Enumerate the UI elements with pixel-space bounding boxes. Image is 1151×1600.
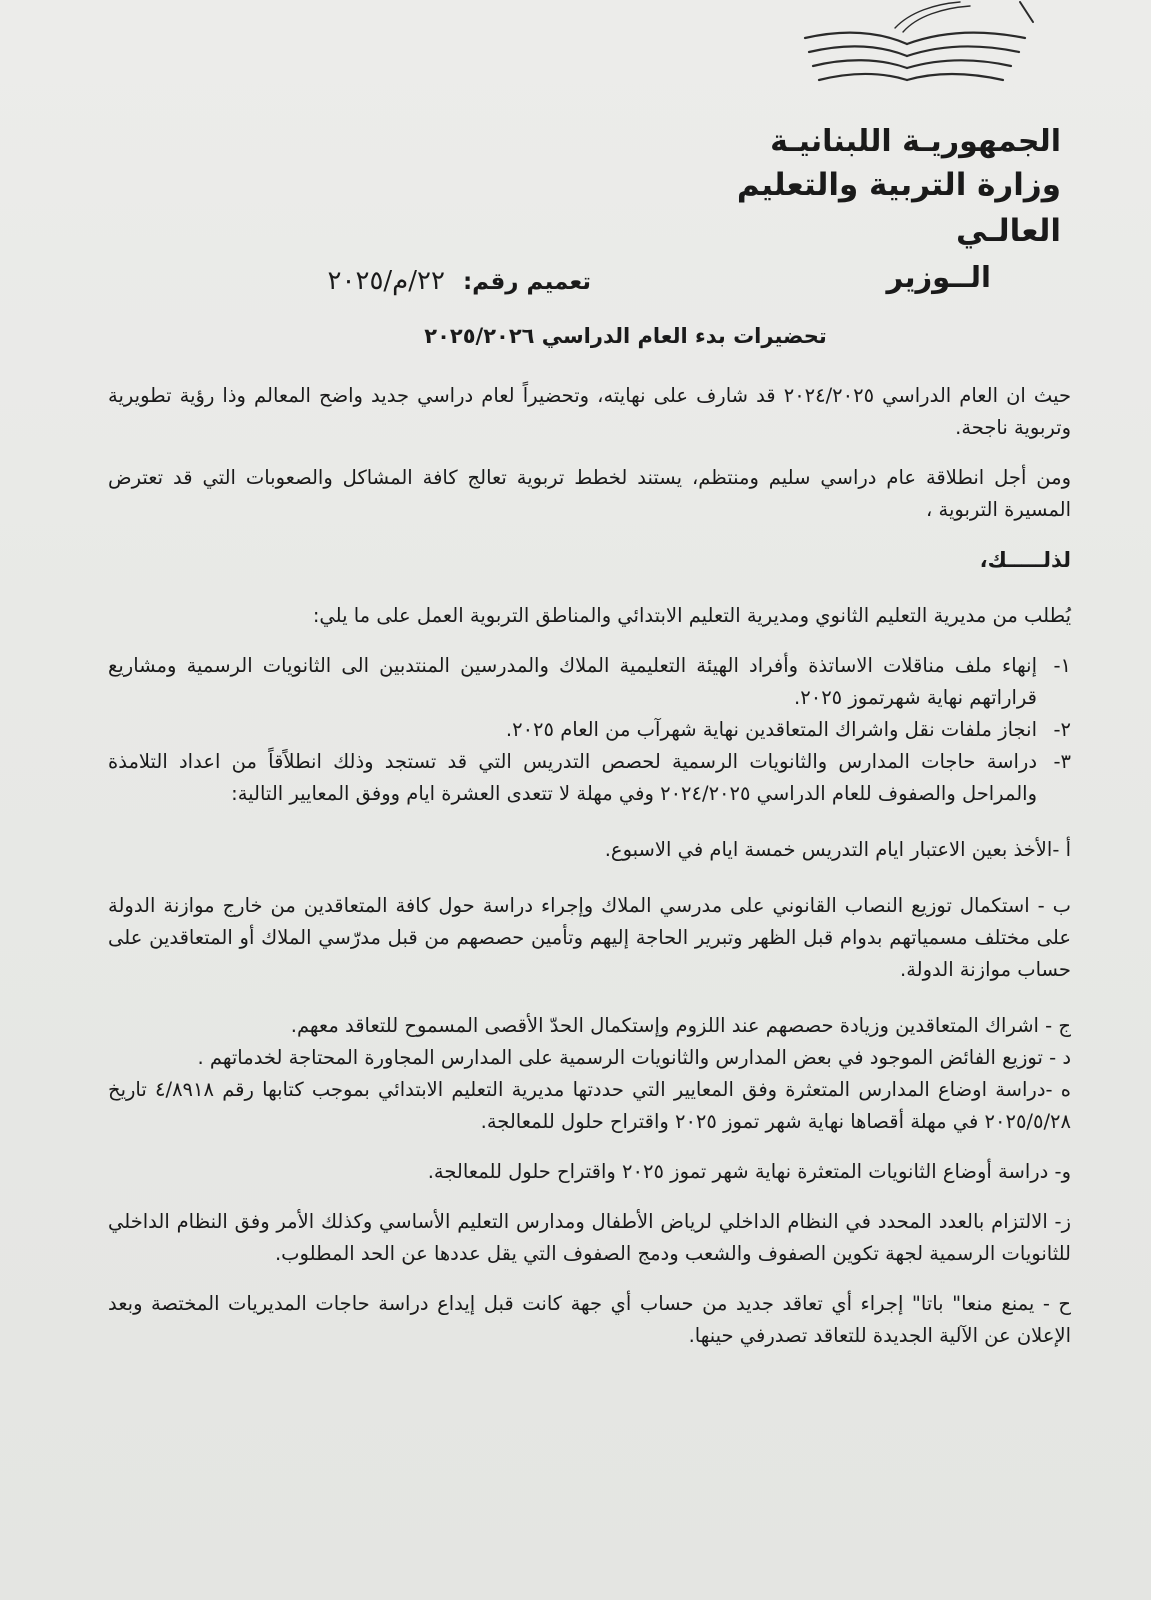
- list-item-number: ٢-: [1053, 718, 1071, 741]
- list-item-number: ١-: [1053, 654, 1071, 677]
- criterion-d: د - توزيع الفائض الموجود في بعض المدارس والثانويات الرسمية على المدارس المجاورة المحتاجة لخدماتهم .: [197, 1046, 1071, 1069]
- list-item-text: إنهاء ملف مناقلات الاساتذة وأفراد الهيئة التعليمية الملاك والمدرسين المنتدبين الى الثانويات الرسمية ومشاريع قراراتهم نهاية شهرتموز ٢٠٢٥.: [108, 654, 1037, 709]
- circular-number: [328, 266, 591, 296]
- republic-title: الجمهوريـة اللبنانيـة: [770, 124, 1061, 159]
- list-item: [108, 650, 1071, 714]
- paragraph-purpose: ومن أجل انطلاقة عام دراسي سليم ومنتظم، يستند لخطط تربوية تعالج كافة المشاكل والصعوبات التي قد تعترض المسيرة التربوية ،: [108, 466, 1071, 521]
- circular-number-value: ٢٢/م/٢٠٢٥: [327, 266, 445, 296]
- list-item-text: دراسة حاجات المدارس والثانويات الرسمية لحصص التدريس التي قد تستجد وذلك انطلاًقاً من اعداد التلامذة والمراحل والصفوف للعام الدراسي ٢٠٢٤/٢٠٢٥ وفي مهلة لا تتعدى العشرة ايام ووفق المعايير التالية:: [108, 750, 1037, 805]
- ministry-title: وزارة التربية والتعليم العالـي: [736, 167, 1061, 249]
- circular-label: تعميم رقم:: [462, 269, 591, 295]
- criterion-b: ب - استكمال توزيع النصاب القانوني على مدرسي الملاك وإجراء دراسة حول كافة المتعاقدين من خارج موازنة الدولة على مختلف مسمياتهم بدوام قبل الظهر وتبرير الحاجة إليهم وتأمين حصصهم من قبل مدرّسي الملاك أو المتعاقدين على حساب موازنة الدولة.: [108, 894, 1071, 981]
- list-item: [108, 746, 1071, 810]
- letterhead: [641, 122, 1061, 300]
- paragraph-intro: حيث ان العام الدراسي ٢٠٢٤/٢٠٢٥ قد شارف على نهايته، وتحضيراً لعام دراسي جديد واضح المعالم وذا رؤية تطويرية وتربوية ناجحة.: [108, 384, 1072, 439]
- subject-title: تحضيرات بدء العام الدراسي ٢٠٢٥/٢٠٢٦: [424, 324, 827, 348]
- criterion-j: ج - اشراك المتعاقدين وزيادة حصصهم عند اللزوم وإستكمال الحدّ الأقصى المسموح للتعاقد معهم.: [290, 1014, 1071, 1037]
- list-item-number: ٣-: [1053, 750, 1071, 773]
- criterion-h: ه -دراسة اوضاع المدارس المتعثرة وفق المعايير التي حددتها مديرية التعليم الابتدائي بموجب كتابها رقم ٤/٨٩١٨ تاريخ ٢٠٢٥/٥/٢٨ في مهلة أقصاها نهاية شهر تموز ٢٠٢٥ واقتراح حلول للمعالجة.: [108, 1078, 1072, 1133]
- criterion-a: أ -الأخذ بعين الاعتبار ايام التدريس خمسة ايام في الاسبوع.: [604, 838, 1071, 861]
- minister-title: الــوزير: [886, 260, 991, 294]
- criterion-z: ز- الالتزام بالعدد المحدد في النظام الداخلي لرياض الأطفال ومدارس التعليم الأساسي وكذلك الأمر وفق النظام الداخلي للثانويات الرسمية لجهة تكوين الصفوف والشعب ودمج الصفوف التي يقل عددها عن الحد المطلوب.: [108, 1210, 1071, 1265]
- request-paragraph: يُطلب من مديرية التعليم الثانوي ومديرية التعليم الابتدائي والمناطق التربوية العمل على ما يلي:: [312, 604, 1071, 627]
- letter-body: [108, 380, 1071, 1352]
- criterion-w: و- دراسة أوضاع الثانويات المتعثرة نهاية شهر تموز ٢٠٢٥ واقتراح حلول للمعالجة.: [427, 1160, 1071, 1183]
- therefore-heading: لذلـــــك،: [979, 548, 1071, 572]
- ministry-book-logo: [795, 0, 1035, 95]
- criterion-hh: ح - يمنع منعا" باتا" إجراء أي تعاقد جديد من حساب أي جهة كانت قبل إيداع دراسة حاجات المديريات المختصة وبعد الإعلان عن الآلية الجديدة للتعاقد تصدرفي حينها.: [108, 1292, 1071, 1347]
- list-item-text: انجاز ملفات نقل واشراك المتعاقدين نهاية شهرآب من العام ٢٠٢٥.: [505, 718, 1037, 741]
- list-item: [108, 714, 1071, 746]
